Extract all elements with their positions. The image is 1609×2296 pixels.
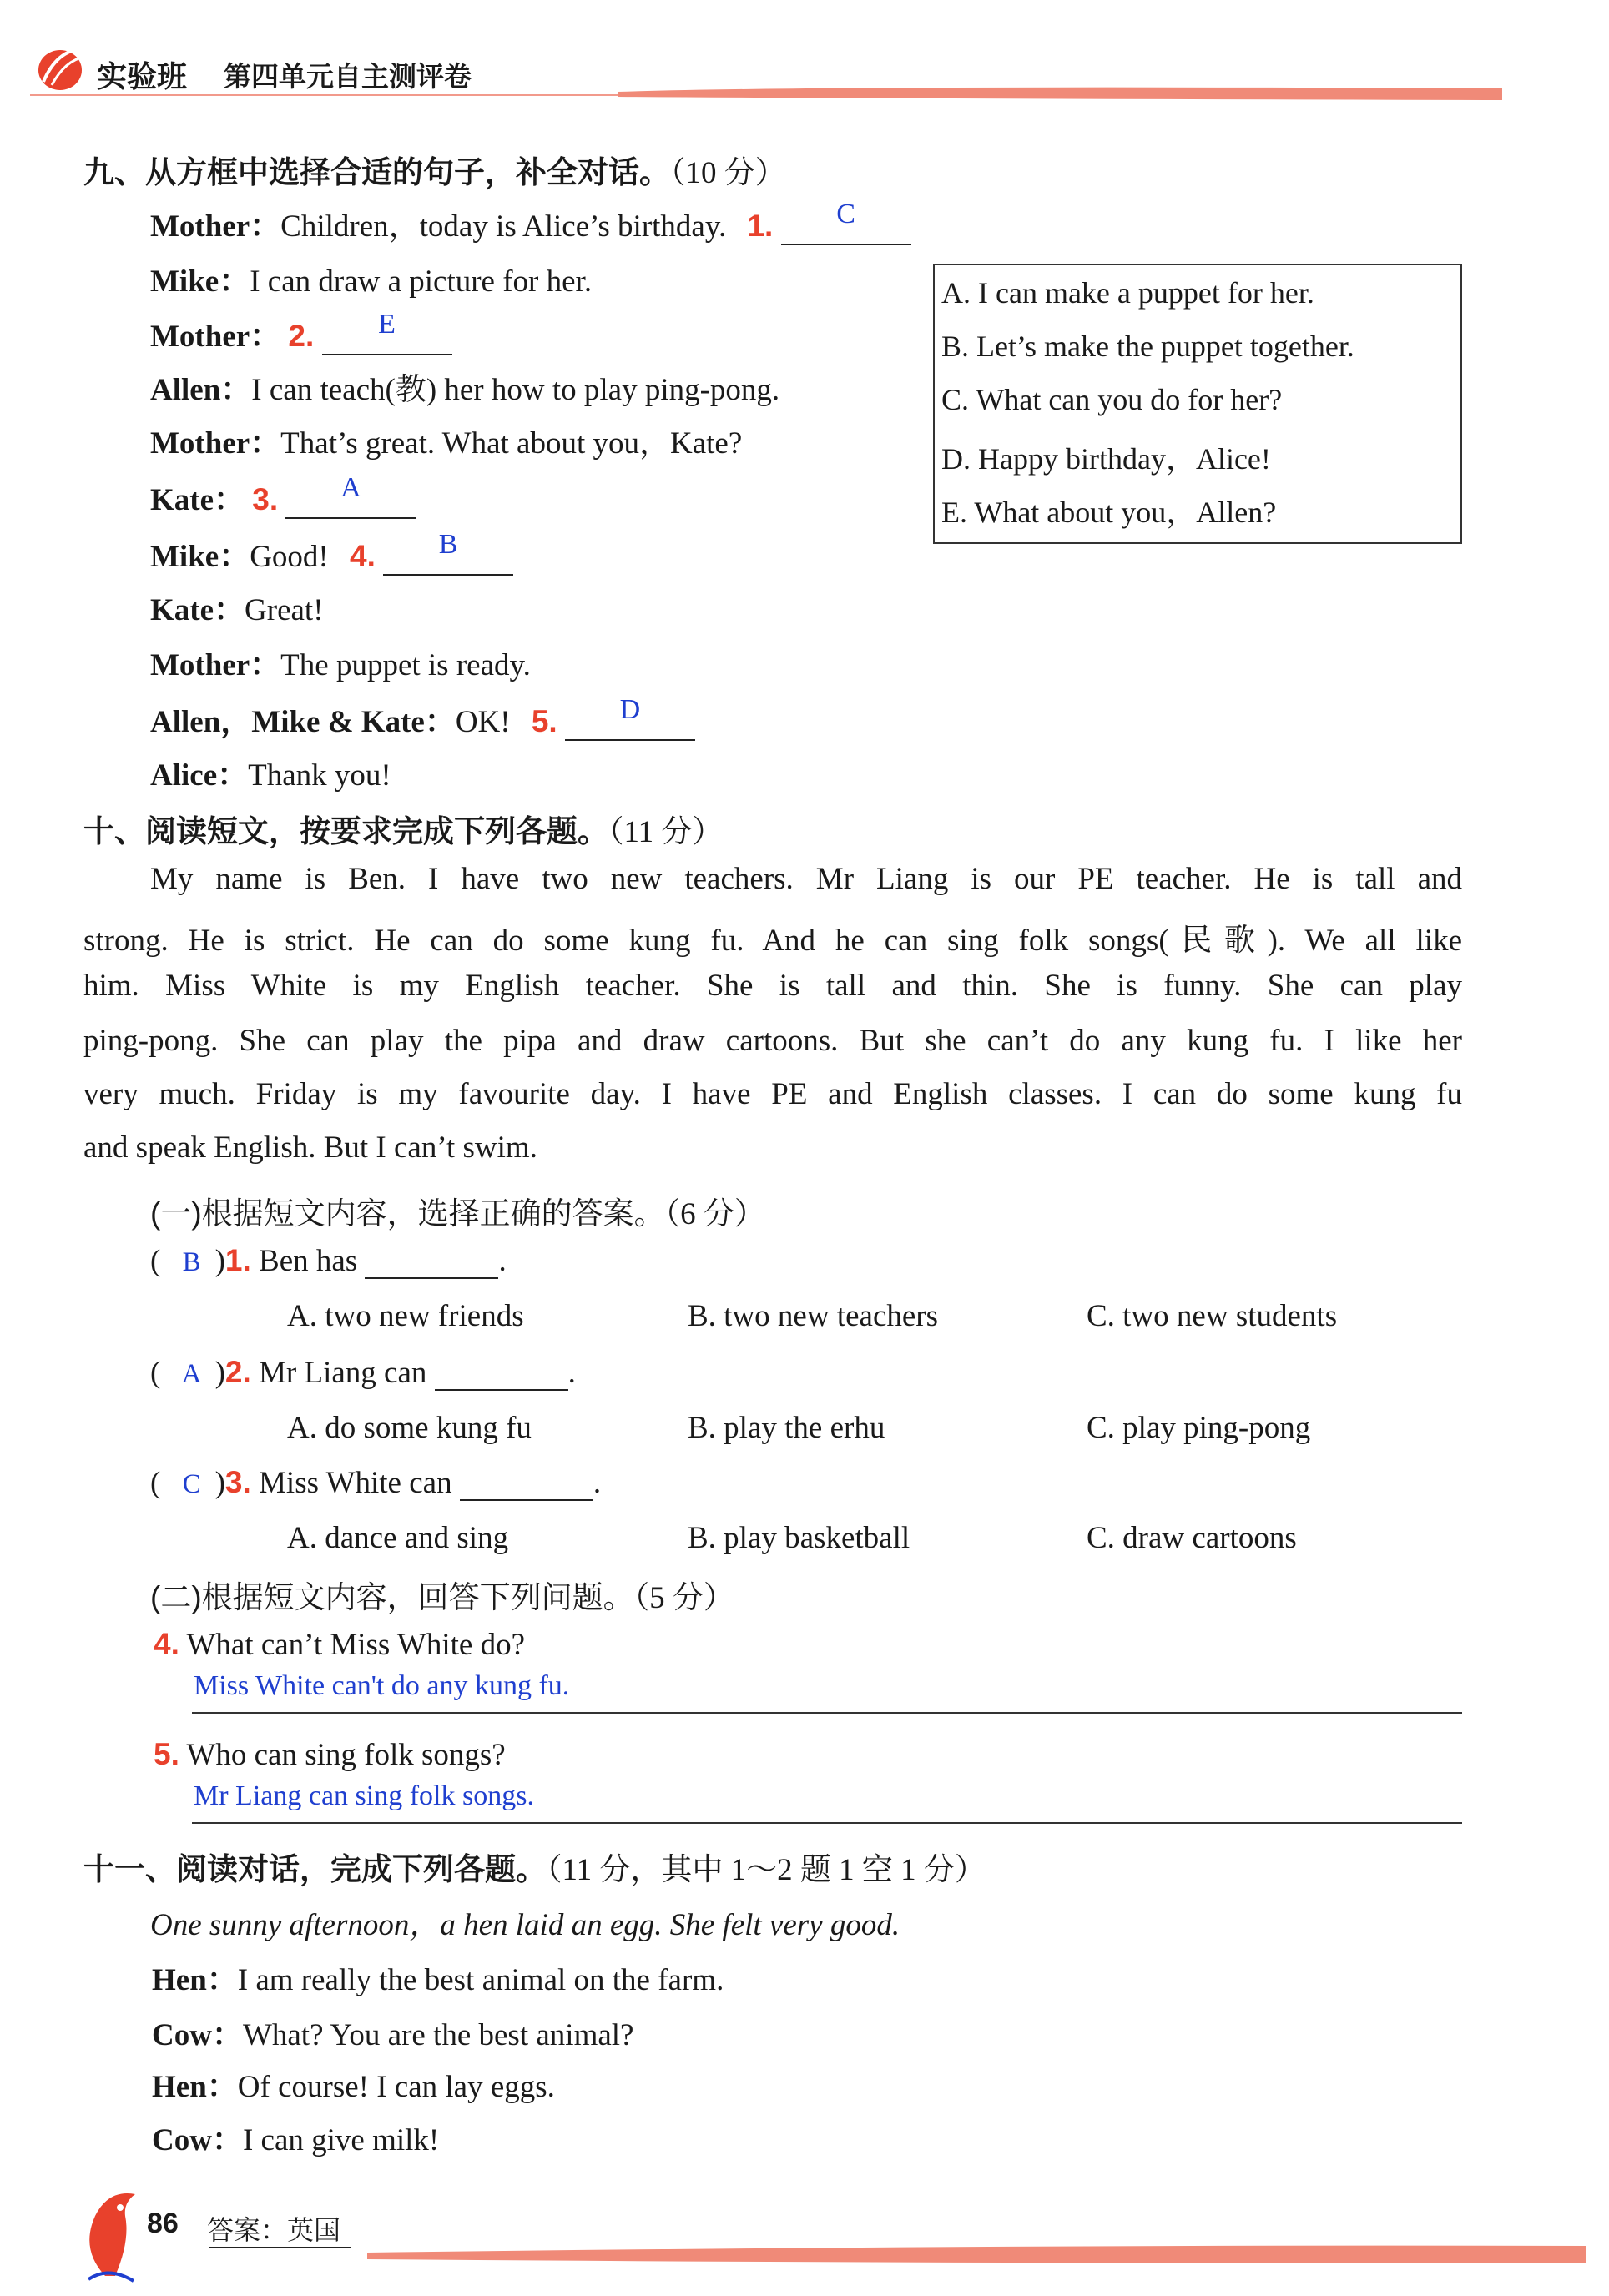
answer-blank[interactable]: [565, 694, 695, 741]
answer-blank[interactable]: [285, 472, 416, 519]
dialogue-line: [150, 584, 324, 629]
open-question: [154, 1627, 525, 1663]
option-box: [933, 264, 1462, 544]
answer-blank[interactable]: [322, 309, 452, 355]
speaker-label: Allen：: [150, 373, 252, 407]
speaker-label: Cow：: [152, 2123, 243, 2158]
dialogue-line: [152, 1954, 724, 1999]
section10-score: （11 分）: [608, 815, 724, 849]
section9-heading: [83, 147, 786, 192]
section9-title: 九、从方框中选择合适的句子，补全对话。: [83, 155, 670, 189]
dialogue-line: [150, 255, 592, 300]
question-end: .: [567, 1356, 576, 1390]
part2-title: (二)根据短文内容，回答下列问题。: [150, 1580, 634, 1614]
answer-blank[interactable]: [460, 1466, 593, 1501]
section11-title: 十一、阅读对话，完成下列各题。: [83, 1852, 547, 1886]
answer-line: [192, 1822, 1462, 1824]
dialogue-line: [150, 200, 911, 245]
question-number: 2.: [288, 319, 315, 353]
question-stem: Ben has: [259, 1244, 358, 1278]
bracket-answer[interactable]: C: [182, 1469, 201, 1499]
box-option: D. Happy birthday，Alice!: [941, 442, 1271, 476]
answer-blank[interactable]: [365, 1244, 498, 1279]
passage-line: strong. He is strict. He can do some kung fu. And he can sing folk songs(民歌). We all like: [83, 924, 1462, 958]
passage-line: and speak English. But I can’t swim.: [83, 1130, 537, 1165]
dialogue-line: [152, 2061, 555, 2106]
speaker-label: Allen，Mike & Kate：: [150, 705, 456, 739]
speaker-label: Hen：: [152, 2070, 238, 2104]
answer-option: A. do some kung fu: [287, 1411, 532, 1445]
answer-option: B. play basketball: [688, 1521, 910, 1555]
question-number: 4.: [350, 539, 376, 573]
speaker-label: Cow：: [152, 2018, 243, 2052]
question-number: 5.: [531, 704, 557, 738]
story-intro: One sunny afternoon，a hen laid an egg. She felt very good.: [150, 1908, 900, 1942]
question-stem: Miss White can: [259, 1466, 452, 1500]
answer-blank[interactable]: [383, 529, 513, 576]
speaker-label: Mother：: [150, 209, 281, 244]
filled-answer: C: [836, 199, 855, 229]
speaker-label: Mike：: [150, 540, 250, 574]
question-number: 2.: [224, 1355, 251, 1389]
choice-question: ( C )3. Miss White can .: [150, 1465, 602, 1500]
question-text: What can’t Miss White do?: [186, 1628, 525, 1662]
dialogue-line: [150, 417, 742, 462]
section10-heading: [83, 806, 723, 851]
speaker-label: Alice：: [150, 758, 249, 793]
choice-question: ( A )2. Mr Liang can .: [150, 1355, 576, 1390]
dialogue-text: Of course! I can lay eggs.: [237, 2070, 555, 2104]
part2-score: （5 分）: [633, 1581, 734, 1615]
dialogue-line: [152, 2009, 633, 2054]
passage-line: My name is Ben. I have two new teachers. Mr Liang is our PE teacher. He is tall and: [150, 862, 1462, 896]
question-text: Who can sing folk songs?: [186, 1738, 506, 1772]
dialogue-line: [150, 749, 391, 794]
answer-blank[interactable]: [781, 199, 911, 245]
part1-title: (一)根据短文内容，选择正确的答案。: [150, 1196, 665, 1231]
dialogue-text: I am really the best animal on the farm.: [237, 1963, 724, 1997]
dialogue-text: I can give milk!: [242, 2123, 440, 2158]
answer-option: B. play the erhu: [688, 1411, 885, 1445]
written-answer[interactable]: Miss White can't do any kung fu.: [194, 1670, 570, 1701]
speaker-label: Mother：: [150, 426, 281, 461]
answer-option: C. two new students: [1087, 1299, 1338, 1333]
choice-question: ( B )1. Ben has .: [150, 1243, 507, 1278]
dialogue-line: [150, 531, 513, 576]
part1-score: （6 分）: [664, 1197, 765, 1231]
dialogue-text: Children，today is Alice’s birthday.: [280, 209, 727, 244]
speaker-label: Mother：: [150, 648, 281, 682]
header-stripe: [0, 80, 1609, 105]
passage-line: ping-pong. She can play the pipa and draw cartoons. But she can’t do any kung fu. I like her: [83, 1024, 1462, 1058]
dialogue-line: [152, 2114, 439, 2159]
dialogue-line: [150, 474, 416, 519]
box-option: B. Let’s make the puppet together.: [941, 330, 1354, 363]
question-number: 3.: [252, 482, 279, 516]
answer-blank[interactable]: [435, 1356, 568, 1391]
speaker-label: Mother：: [150, 320, 281, 354]
dialogue-text: OK!: [455, 705, 511, 739]
answer-option: C. draw cartoons: [1087, 1521, 1297, 1555]
dialogue-text: Good!: [250, 540, 329, 574]
section11-score: （11 分，其中 1～2 题 1 空 1 分）: [547, 1853, 986, 1887]
series-label: 实验班: [97, 59, 188, 93]
box-option: E. What about you，Allen?: [941, 496, 1277, 529]
bracket-answer[interactable]: B: [182, 1247, 201, 1277]
speaker-label: Kate：: [150, 483, 245, 517]
box-option: C. What can you do for her?: [941, 383, 1283, 416]
dialogue-text: What? You are the best animal?: [242, 2018, 634, 2052]
section9-score: （10 分）: [670, 156, 786, 190]
question-number: 5.: [154, 1737, 179, 1771]
passage-line: him. Miss White is my English teacher. She is tall and thin. She is funny. She can play: [83, 969, 1462, 1003]
filled-answer: E: [378, 309, 396, 340]
dialogue-line: [150, 310, 452, 355]
open-question: [154, 1737, 506, 1773]
dialogue-text: Great!: [245, 593, 324, 627]
dialogue-text: Thank you!: [248, 758, 391, 793]
box-option: A. I can make a puppet for her.: [941, 276, 1314, 310]
answer-note: 答案：英国: [207, 2215, 341, 2245]
question-number: 1.: [747, 209, 774, 243]
section11-heading: [83, 1844, 986, 1889]
question-stem: Mr Liang can: [259, 1356, 427, 1390]
written-answer[interactable]: Mr Liang can sing folk songs.: [194, 1780, 534, 1811]
answer-option: A. two new friends: [287, 1299, 524, 1333]
dialogue-line: [150, 364, 779, 409]
dialogue-text: The puppet is ready.: [280, 648, 531, 682]
bracket-answer[interactable]: A: [181, 1359, 202, 1389]
part1-heading: [150, 1188, 765, 1233]
page-number: 86: [147, 2208, 179, 2239]
dialogue-text: I can teach(教) her how to play ping-pong.: [251, 373, 780, 407]
answer-line: [192, 1712, 1462, 1714]
dialogue-text: I can draw a picture for her.: [250, 264, 593, 299]
question-number: 3.: [224, 1465, 251, 1499]
dialogue-line: [150, 696, 695, 741]
question-end: .: [498, 1244, 507, 1278]
footer-stripe: [0, 2241, 1609, 2274]
header-title: 第四单元自主测评卷: [224, 61, 472, 92]
question-number: 4.: [154, 1627, 179, 1661]
speaker-label: Hen：: [152, 1963, 238, 1997]
speaker-label: Kate：: [150, 593, 245, 627]
dialogue-text: That’s great. What about you，Kate?: [280, 426, 743, 461]
filled-answer: B: [438, 529, 458, 560]
part2-heading: [150, 1572, 734, 1617]
question-end: .: [593, 1466, 602, 1500]
passage-line: very much. Friday is my favourite day. I have PE and English classes. I can do some kung fu: [83, 1077, 1462, 1111]
speaker-label: Mike：: [150, 264, 250, 299]
section10-title: 十、阅读短文，按要求完成下列各题。: [83, 814, 608, 848]
filled-answer: D: [619, 694, 641, 725]
answer-option: B. two new teachers: [688, 1299, 939, 1333]
question-number: 1.: [224, 1243, 251, 1277]
filled-answer: A: [340, 472, 361, 503]
dialogue-line: [150, 639, 531, 684]
answer-option: C. play ping-pong: [1087, 1411, 1311, 1445]
answer-option: A. dance and sing: [287, 1521, 509, 1555]
